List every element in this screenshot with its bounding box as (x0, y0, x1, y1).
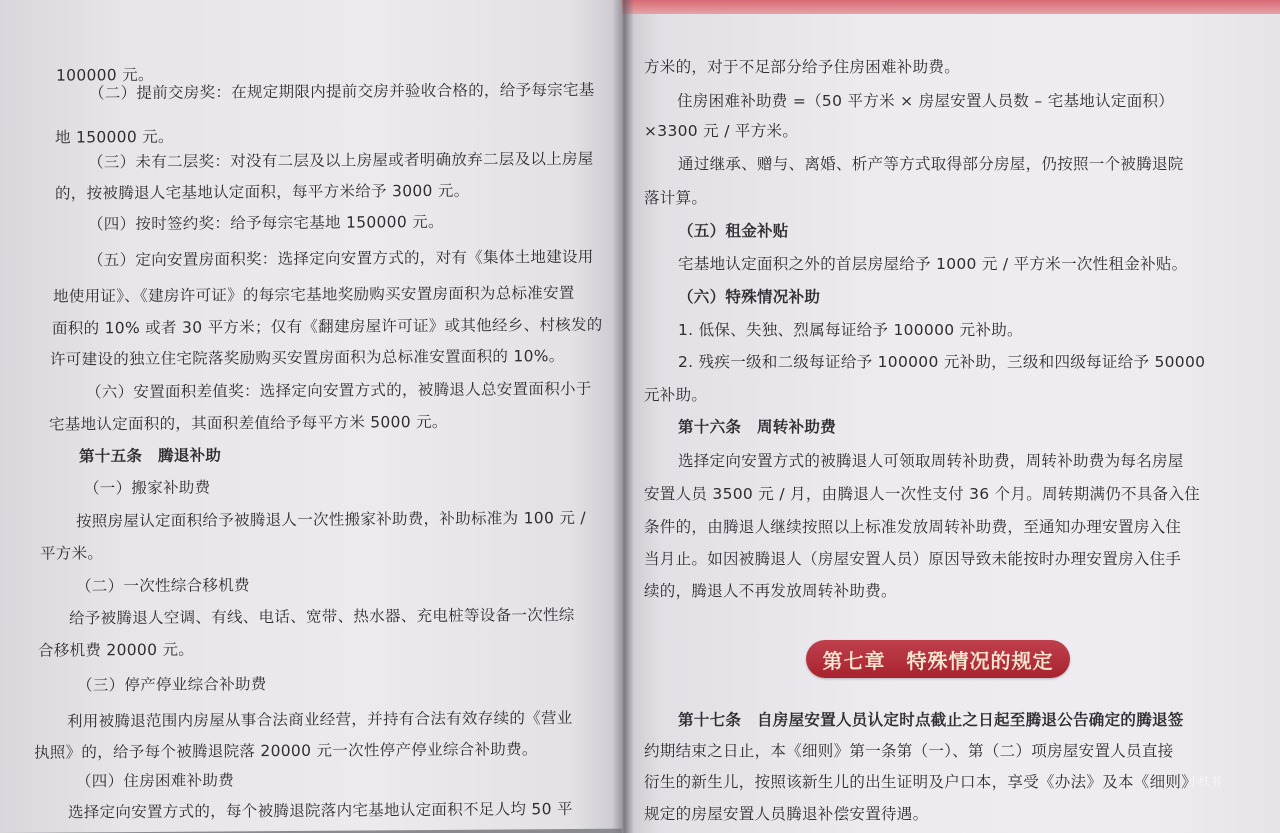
article-17-line-1: 第十七条 自房屋安置人员认定时点截止之日起至腾退公告确定的腾退签 (678, 711, 1184, 729)
left-line-8: 地使用证》、《建房许可证》的每宗宅基地奖励购买安置房面积为总标准安置 (53, 283, 575, 306)
top-page-edge (622, 0, 1280, 14)
left-line-21: 利用被腾退范围内房屋从事合法商业经营，并持有合法有效存续的《营业 (67, 709, 573, 731)
left-line-22: 执照》的，给予每个被腾退院落 20000 元一次性停产停业综合补助费。 (34, 740, 538, 762)
right-line-10: 2. 残疾一级和二级每证给予 100000 元补助，三级和四级每证给予 50000 (678, 353, 1206, 371)
left-line-12: 宅基地认定面积的，其面积差值给予每平方米 5000 元。 (49, 412, 448, 434)
right-line-3: ×3300 元 / 平方米。 (644, 122, 799, 140)
book-spine (612, 0, 634, 833)
right-page (622, 0, 1280, 833)
right-line-1: 方米的，对于不足部分给予住房困难补助费。 (644, 58, 961, 76)
left-line-1: 100000 元。 (56, 65, 154, 85)
left-line-11: （六）安置面积差值奖：选择定向安置方式的，被腾退人总安置面积小于 (86, 379, 592, 402)
watermark: 小红书 (1188, 775, 1221, 788)
left-line-9: 面积的 10% 或者 30 平方米；仅有《翻建房屋许可证》或其他经乡、村核发的 (52, 315, 603, 338)
left-line-24: 选择定向安置方式的，每个被腾退院落内宅基地认定面积不足人均 50 平 (68, 800, 573, 822)
left-line-5: 的，按被腾退人宅基地认定面积，每平方米给予 3000 元。 (55, 181, 470, 203)
right-line-11: 元补助。 (644, 386, 708, 404)
article-17-line-3: 衍生的新生儿，按照该新生儿的出生证明及户口本，享受《办法》及本《细则》 (644, 773, 1198, 791)
right-line-2: 住房困难补助费 =（50 平方米 × 房屋安置人员数 – 宅基地认定面积） (677, 92, 1175, 110)
chapter-banner (806, 640, 1070, 678)
left-line-10: 许可建设的独立住宅院落奖励购买安置房面积为总标准安置面积的 10%。 (50, 347, 565, 369)
left-line-14: （一）搬家补助费 (84, 478, 211, 498)
left-line-3: 地 150000 元。 (55, 127, 174, 147)
right-line-15: 条件的，由腾退人继续按照以上标准发放周转补助费，至通知办理安置房入住 (644, 518, 1182, 536)
left-line-6: （四）按时签约奖：给予每宗宅基地 150000 元。 (88, 212, 444, 234)
left-line-2: （二）提前交房奖：在规定期限内提前交房并验收合格的，给予每宗宅基 (89, 80, 595, 103)
left-line-20: （三）停产停业综合补助费 (77, 675, 267, 695)
left-line-15: 按照房屋认定面积给予被腾退人一次性搬家补助费，补助标准为 100 元 / (76, 508, 586, 531)
right-line-4: 通过继承、赠与、离婚、析产等方式取得部分房屋，仍按照一个被腾退院 (678, 155, 1184, 173)
article-17-line-2: 约期结束之日止，本《细则》第一条第（一）、第（二）项房屋安置人员直接 (644, 742, 1174, 760)
left-line-18: 给予被腾退人空调、有线、电话、宽带、热水器、充电桩等设备一次性综 (69, 605, 575, 628)
right-line-7: 宅基地认定面积之外的首层房屋给予 1000 元 / 平方米一次性租金补贴。 (678, 255, 1188, 273)
left-line-7: （五）定向安置房面积奖：选择定向安置方式的，对有《集体土地建设用 (88, 247, 594, 270)
left-line-4: （三）未有二层奖：对没有二层及以上房屋或者明确放弃二层及以上房屋 (88, 149, 594, 172)
right-line-9: 1. 低保、失独、烈属每证给予 100000 元补助。 (678, 321, 1023, 339)
left-line-23: （四）住房困难补助费 (76, 771, 235, 791)
article-17-line-4: 规定的房屋安置人员腾退补偿安置待遇。 (644, 805, 929, 823)
right-line-17: 续的，腾退人不再发放周转补助费。 (644, 582, 897, 600)
right-line-13: 选择定向安置方式的被腾退人可领取周转补助费，周转补助费为每名房屋 (678, 452, 1184, 470)
right-line-8: （六）特殊情况补助 (678, 288, 821, 306)
left-line-19: 合移机费 20000 元。 (38, 640, 195, 660)
left-line-16: 平方米。 (40, 544, 104, 563)
article-15-heading: 第十五条 腾退补助 (79, 446, 222, 466)
right-line-14: 安置人员 3500 元 / 月，由腾退人一次性支付 36 个月。周转期满仍不具备入住 (644, 485, 1201, 503)
article-16-heading: 第十六条 周转补助费 (678, 418, 837, 436)
right-line-16: 当月止。如因被腾退人（房屋安置人员）原因导致未能按时办理安置房入住手 (644, 550, 1182, 568)
left-page (0, 0, 622, 833)
left-line-17: （二）一次性综合移机费 (76, 576, 250, 596)
right-line-5: 落计算。 (644, 189, 708, 207)
chapter-title: 第七章 特殊情况的规定 (822, 648, 1054, 673)
right-line-6: （五）租金补贴 (678, 222, 789, 240)
